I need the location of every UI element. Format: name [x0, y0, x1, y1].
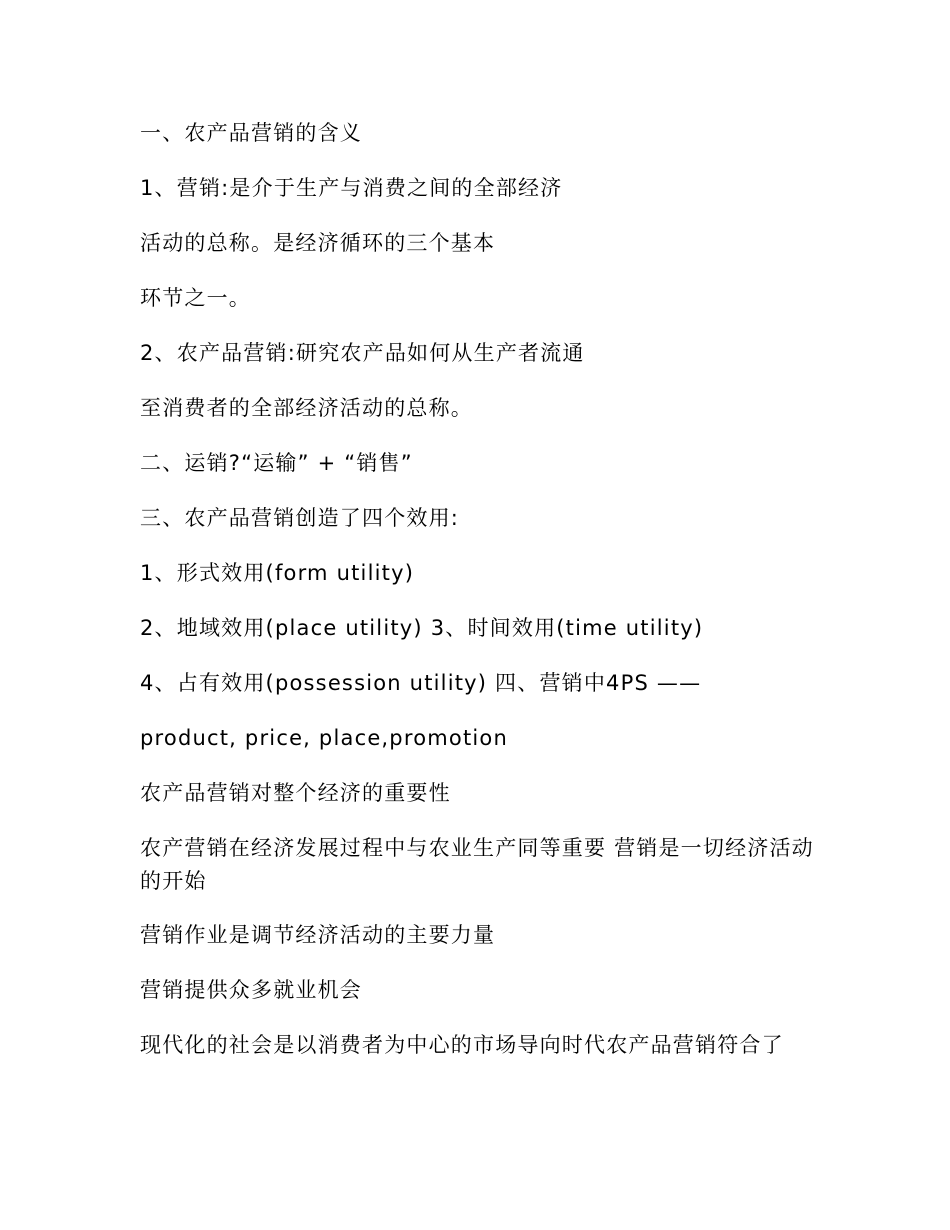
paragraph-line: 1、营销:是介于生产与消费之间的全部经济	[140, 176, 563, 200]
paragraph-line: 至消费者的全部经济活动的总称。	[140, 396, 473, 420]
paragraph-line: 环节之一。	[140, 286, 251, 310]
heading-transport-sales: 二、运销?“运输” + “销售”	[140, 451, 413, 475]
paragraph-line: 营销作业是调节经济活动的主要力量	[140, 923, 496, 947]
heading-importance: 农产品营销对整个经济的重要性	[140, 781, 451, 805]
document-body	[140, 117, 820, 1062]
paragraph-line: 2、地域效用(place utility) 3、时间效用(time utility)	[140, 616, 704, 640]
paragraph-line: 1、形式效用(form utility)	[140, 561, 415, 585]
paragraph-line: 现代化的社会是以消费者为中心的市场导向时代农产品营销符合了	[140, 1033, 784, 1057]
paragraph-line: product, price, place,promotion	[140, 726, 508, 750]
paragraph-line: 4、占有效用(possession utility) 四、营销中4PS ——	[140, 671, 702, 695]
paragraph-line: 营销提供众多就业机会	[140, 978, 362, 1002]
paragraph-line: 活动的总称。是经济循环的三个基本	[140, 231, 496, 255]
heading-four-utilities: 三、农产品营销创造了四个效用:	[140, 506, 460, 530]
paragraph-line: 农产营销在经济发展过程中与农业生产同等重要 营销是一切经济活动的开始	[140, 836, 814, 893]
heading-marketing-meaning: 一、农产品营销的含义	[140, 121, 362, 145]
paragraph-line: 2、农产品营销:研究农产品如何从生产者流通	[140, 341, 585, 365]
